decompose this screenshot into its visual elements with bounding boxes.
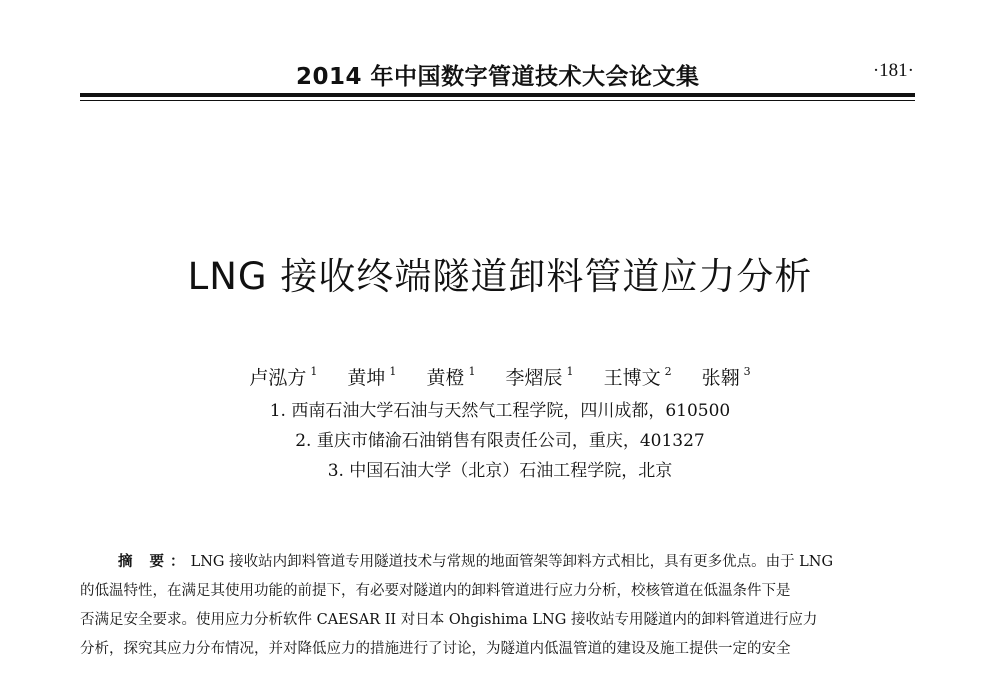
author — [604, 363, 672, 390]
author-name: 卢泓方 — [249, 367, 307, 389]
paper-title: LNG 接收终端隧道卸料管道应力分析 — [187, 255, 813, 298]
author-name: 王博文 — [603, 367, 661, 389]
header-rule-thin — [80, 100, 915, 101]
abstract-line: 的低温特性，在满足其使用功能的前提下，有必要对隧道内的卸料管道进行应力分析，校核管道在低温条件下是 — [80, 583, 791, 599]
affiliation-mark: 1 — [389, 365, 397, 378]
abstract-line — [80, 548, 915, 577]
header-rule-thick — [80, 93, 915, 97]
affiliation-mark: 1 — [310, 365, 318, 378]
affiliation: 1. 西南石油大学石油与天然气工程学院，四川成都，610500 — [269, 401, 731, 421]
author — [249, 363, 317, 390]
abstract-label: 摘 要： — [118, 554, 191, 570]
author — [702, 363, 751, 390]
author-name: 李熠辰 — [505, 367, 563, 389]
abstract-text: LNG 接收站内卸料管道专用隧道技术与常规的地面管架等卸料方式相比，具有更多优点。由于 LNG — [190, 554, 834, 570]
author-list — [0, 363, 1000, 390]
author-name: 黄橙 — [426, 367, 465, 389]
affiliation-mark: 2 — [664, 365, 672, 378]
journal-title: 2014 年中国数字管道技术大会论文集 — [296, 64, 700, 90]
author-name: 黄坤 — [347, 367, 386, 389]
author — [506, 363, 574, 390]
author — [426, 363, 475, 390]
affiliation-mark: 1 — [566, 365, 574, 378]
affiliation: 2. 重庆市储渝石油销售有限责任公司，重庆，401327 — [295, 431, 705, 451]
running-header — [0, 58, 1000, 88]
author — [347, 363, 396, 390]
affiliation-mark: 3 — [743, 365, 751, 378]
abstract — [80, 548, 915, 664]
abstract-line: 否满足安全要求。使用应力分析软件 CAESAR II 对日本 Ohgishima LNG 接收站专用隧道内的卸料管道进行应力 — [80, 612, 818, 628]
affiliation-list — [0, 396, 1000, 486]
abstract-line: 分析，探究其应力分布情况，并对降低应力的措施进行了讨论，为隧道内低温管道的建设及施工提供一定的安全 — [80, 641, 791, 657]
affiliation: 3. 中国石油大学（北京）石油工程学院，北京 — [327, 461, 673, 481]
author-name: 张翱 — [701, 367, 740, 389]
page-number: ·181· — [872, 60, 914, 81]
affiliation-mark: 1 — [468, 365, 476, 378]
